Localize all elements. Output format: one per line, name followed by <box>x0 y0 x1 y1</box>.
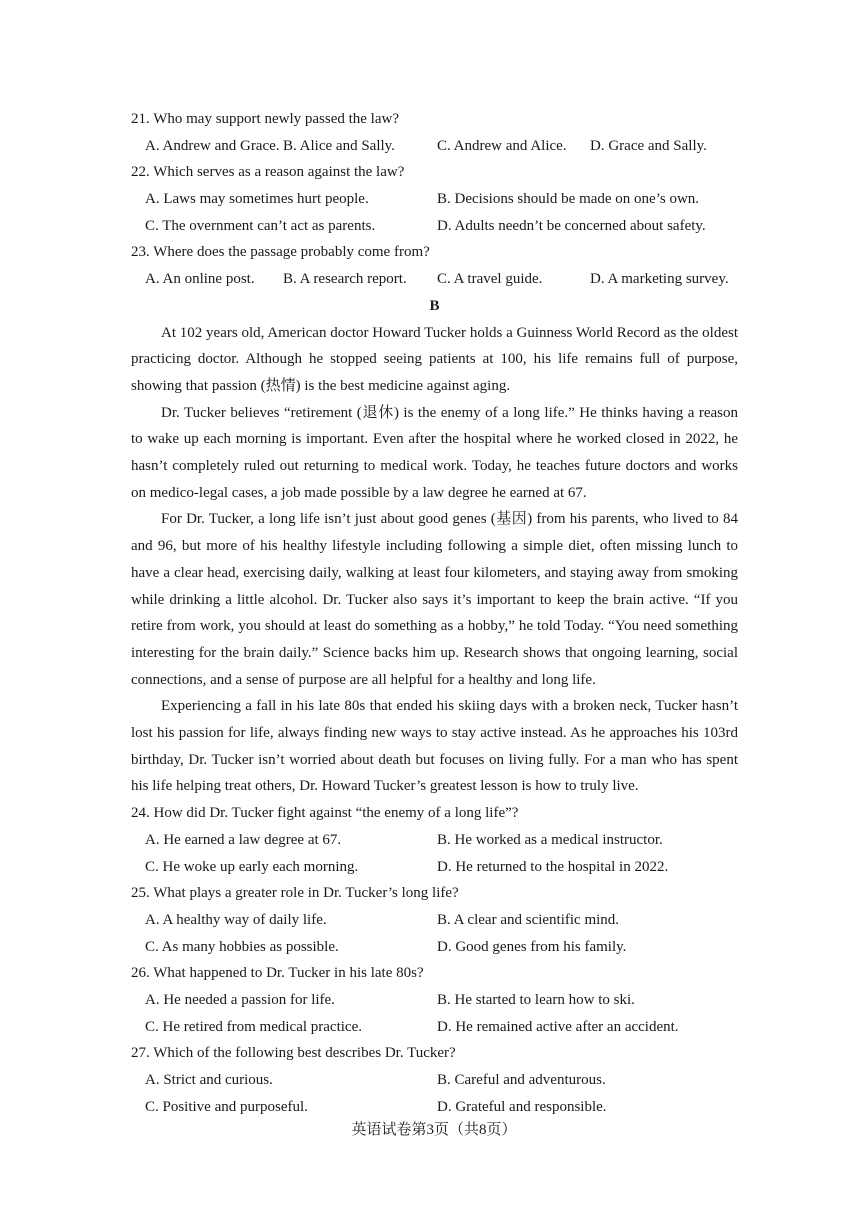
option-a: A. Laws may sometimes hurt people. <box>145 191 369 208</box>
option-b: B. He started to learn how to ski. <box>437 991 635 1008</box>
option-c: C. As many hobbies as possible. <box>145 938 339 955</box>
option-a: A. Andrew and Grace. <box>145 137 280 154</box>
passage-paragraph: For Dr. Tucker, a long life isn’t just about good genes (基因) from his parents, who lived to 84 and 96, but more of his healthy lifestyle including following a simple diet, often missing lunch to have a clear head, exercising daily, walking at least four kilometers, and staying away from smoking while drinking a little alcohol. Dr. Tucker also says it’s important to keep the brain active. “If you retire from work, you should at least do something as a hobby,” he told Today. “You need something interesting for the brain daily.” Science backs him up. Research shows that ongoing learning, social connections, and a sense of purpose are all helpful for a healthy and long life. <box>131 511 738 688</box>
options-row <box>131 266 738 293</box>
option-d: D. Grateful and responsible. <box>437 1098 607 1115</box>
option-c: C. He woke up early each morning. <box>145 858 359 875</box>
option-d: D. Good genes from his family. <box>437 938 627 955</box>
option-d: D. He remained active after an accident. <box>437 1018 679 1035</box>
option-d: D. He returned to the hospital in 2022. <box>437 858 669 875</box>
question-stem: 24. How did Dr. Tucker fight against “the enemy of a long life”? <box>131 805 519 822</box>
option-a: A. An online post. <box>145 271 255 288</box>
option-a: A. He earned a law degree at 67. <box>145 831 342 848</box>
options-row <box>131 987 738 1014</box>
options-row <box>131 934 738 961</box>
option-c: C. He retired from medical practice. <box>145 1018 362 1035</box>
option-b: B. A research report. <box>283 271 407 288</box>
options-row <box>131 186 738 213</box>
options-row <box>131 213 738 240</box>
options-row <box>131 133 738 160</box>
option-d: D. Adults needn’t be concerned about safety. <box>437 217 706 234</box>
option-d: D. A marketing survey. <box>590 271 729 288</box>
option-c: C. Positive and purposeful. <box>145 1098 308 1115</box>
question-stem: 22. Which serves as a reason against the law? <box>131 164 405 181</box>
option-a: A. Strict and curious. <box>145 1072 273 1089</box>
option-b: B. Alice and Sally. <box>283 137 395 154</box>
options-row <box>131 827 738 854</box>
page-content <box>131 106 738 1120</box>
option-b: B. He worked as a medical instructor. <box>437 831 663 848</box>
option-b: B. Careful and adventurous. <box>437 1072 606 1089</box>
option-c: C. Andrew and Alice. <box>437 137 567 154</box>
question-stem: 23. Where does the passage probably come from? <box>131 244 430 261</box>
options-row <box>131 1094 738 1121</box>
passage-paragraph: Dr. Tucker believes “retirement (退休) is the enemy of a long life.” He thinks having a reason to wake up each morning is important. Even after the hospital where he worked closed in 2022, he hasn’t completely ruled out returning to medical work. Today, he teaches future doctors and works on medico-legal cases, a job made possible by a law degree he earned at 67. <box>131 404 738 501</box>
passage-paragraph: Experiencing a fall in his late 80s that ended his skiing days with a broken neck, Tucker hasn’t lost his passion for life, always finding new ways to stay active instead. As he approaches his 103rd birthday, Dr. Tucker isn’t worried about death but focuses on living fully. For a man who has spent his life helping treat others, Dr. Howard Tucker’s greatest lesson is how to truly live. <box>131 698 738 795</box>
option-b: B. Decisions should be made on one’s own. <box>437 191 700 208</box>
options-row <box>131 1067 738 1094</box>
options-row <box>131 1014 738 1041</box>
option-b: B. A clear and scientific mind. <box>437 911 620 928</box>
options-row <box>131 907 738 934</box>
question-stem: 21. Who may support newly passed the law? <box>131 111 400 127</box>
option-a: A. A healthy way of daily life. <box>145 911 327 928</box>
page-footer: 英语试卷第3页（共8页） <box>351 1122 517 1138</box>
option-c: C. A travel guide. <box>437 271 543 288</box>
options-row <box>131 854 738 881</box>
option-a: A. He needed a passion for life. <box>145 991 335 1008</box>
section-title: B <box>429 297 440 314</box>
option-c: C. The overnment can’t act as parents. <box>145 217 376 234</box>
question-stem: 26. What happened to Dr. Tucker in his late 80s? <box>131 965 424 982</box>
passage-paragraph: At 102 years old, American doctor Howard Tucker holds a Guinness World Record as the oldest practicing doctor. Although he stopped seeing patients at 100, his life remains full of purpose, showing that passion (热情) is the best medicine against aging. <box>131 324 738 394</box>
question-stem: 27. Which of the following best describes Dr. Tucker? <box>131 1045 456 1062</box>
option-d: D. Grace and Sally. <box>590 137 707 154</box>
question-stem: 25. What plays a greater role in Dr. Tucker’s long life? <box>131 885 459 902</box>
